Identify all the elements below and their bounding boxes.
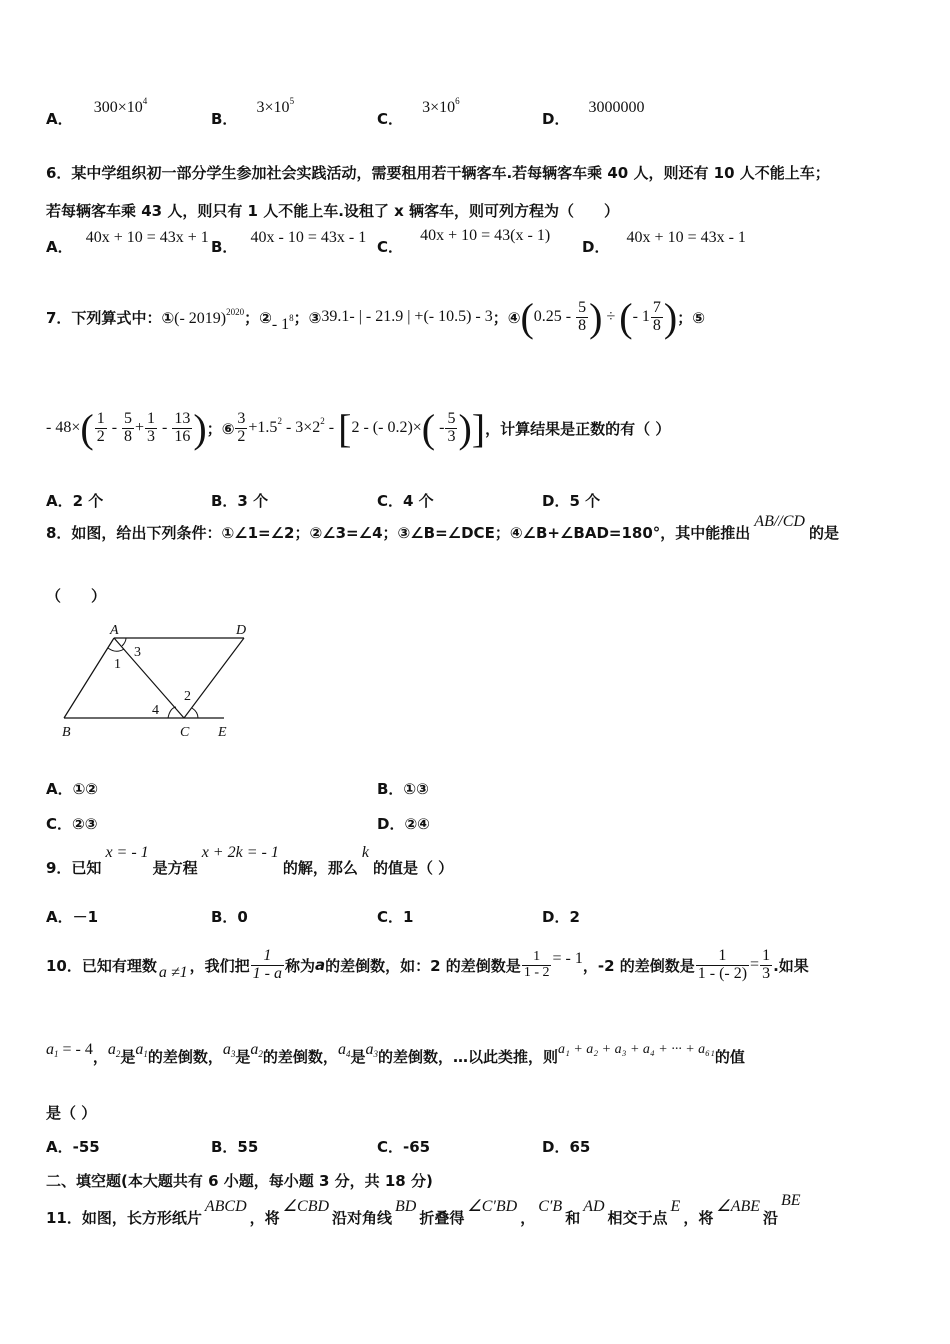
q10-option-c: C．-65 (377, 1138, 431, 1156)
q8-option-b: B．①③ (377, 780, 429, 798)
option-expr: 3000000 (588, 99, 645, 116)
q5-option-a (46, 96, 148, 129)
q7-sep: ；③ (293, 308, 322, 327)
option-label: D． (542, 110, 570, 128)
label-3: 3 (134, 645, 141, 660)
angle-3-arc (122, 638, 126, 646)
q10-text: 的差倒数， (147, 1047, 223, 1066)
q8-paren: （ ） (46, 587, 107, 605)
q10-a3: $a_3$ (222, 1041, 236, 1059)
q6-stem-line1: 6．某中学组织初一部分学生参加社会实践活动，需要租用若干辆客车.若每辆客车乘 40 人，则还有 10 人不能上车； (46, 164, 830, 182)
q11-text: 折叠得 (419, 1209, 465, 1227)
q8-tail: 的是 (808, 524, 839, 542)
q10-expr: a ≠1 (158, 964, 188, 981)
q11-text: ， (520, 1209, 536, 1227)
section-heading: 二、填空题(本大题共有 6 小题，每小题 3 分，共 18 分) (46, 1172, 433, 1190)
q6-stem-line2: 若每辆客车乘 43 人，则只有 1 人不能上车.设租了 x 辆客车，则可列方程为（ ） (46, 202, 620, 220)
q5-option-b (211, 96, 295, 129)
q9-text: 9．已知 (46, 859, 102, 877)
q10-line1 (46, 940, 809, 990)
label-d: D (236, 623, 247, 638)
option-label: B． (211, 110, 238, 128)
q11-expr: C′B (538, 1198, 563, 1215)
option-expr: 40x + 10 = 43(x - 1) (420, 227, 551, 244)
label-4: 4 (152, 703, 159, 718)
q10-sum: a₁ + a₂ + a₃ + a₄ + ··· + a₆₁ (557, 1042, 715, 1057)
q11-expr: BD (395, 1198, 417, 1215)
label-e: E (218, 725, 227, 740)
q10-frac: $\frac{1}{1 - a}$ (252, 946, 282, 982)
q10-option-a: A．-55 (46, 1138, 100, 1156)
q10-text: 是 (235, 1047, 251, 1066)
option-expr: 40x - 10 = 43x - 1 (250, 229, 367, 246)
q9-stem (46, 842, 453, 878)
q10-a4: $a_4$ (337, 1041, 351, 1059)
q10-text: 是 (120, 1047, 136, 1066)
q8-expr: AB//CD (754, 513, 805, 530)
q7-expr2: - $1^8$ (271, 312, 294, 333)
q7-option-b: B．3 个 (211, 492, 269, 510)
q10-a2: $a_2$ (250, 1041, 263, 1059)
option-expr: $300\times 10^4$ (93, 96, 148, 116)
q10-line2 (46, 1036, 745, 1076)
option-label: C． (377, 110, 404, 128)
q7-option-c: C．4 个 (377, 492, 434, 510)
line-ab (64, 638, 114, 718)
q7-expr1: (- 2019)$^{2020}$ (174, 306, 245, 327)
q7-expr5: - 48×( $\frac{1}{2}$ - $\frac{5}{8}$ + $\frac{1}{3}$ - $\frac{13}{16}$ ) (46, 405, 207, 451)
q7-expr6: $\frac{3}{2}$ $+1.5^2 - 3\times 2^2 - [2$ - (- 0.2)×( - $\frac{5}{3}$ )] (237, 405, 486, 451)
option-expr: 40x + 10 = 43x - 1 (626, 229, 746, 246)
q10-frac: $\frac{1}{1 - (- 2)}$ (697, 946, 748, 982)
q7-sep: ；⑤ (677, 308, 705, 327)
angle-4-arc (168, 707, 176, 718)
q10-text: ，-2 的差倒数是 (582, 956, 695, 975)
q10-frac: $\frac{1}{3}$ (762, 946, 771, 982)
option-label: C． (377, 238, 404, 256)
q9-option-a: A．－1 (46, 908, 99, 926)
q10-text: 称为 (285, 956, 316, 975)
option-label: B． (211, 238, 238, 256)
q8-option-c: C．②③ (46, 815, 98, 833)
q11-expr: ∠ABE (716, 1198, 761, 1215)
q11-expr: AD (583, 1198, 605, 1215)
option-label: A． (46, 110, 73, 128)
q10-text: ，我们把 (189, 956, 250, 975)
q10-text: 10．已知有理数 (46, 956, 157, 975)
q6-option-b (211, 229, 367, 257)
q9-expr: x + 2k = - 1 (201, 844, 279, 861)
line-dc (184, 638, 244, 718)
q8-figure (52, 620, 272, 744)
q7-line2 (46, 402, 670, 454)
q10-eq: = (750, 956, 760, 973)
line-ac (114, 638, 184, 718)
q11-expr: E (670, 1198, 681, 1215)
q11-text: 沿对角线 (332, 1209, 393, 1227)
q11-expr: ABCD (204, 1198, 247, 1215)
q11-expr: ∠CBD (282, 1198, 330, 1215)
q9-text: 的值是（ ） (372, 859, 454, 877)
q7-option-a: A．2 个 (46, 492, 104, 510)
q7-line1 (46, 292, 705, 342)
q10-option-d: D．65 (542, 1138, 591, 1156)
option-label: A． (46, 238, 73, 256)
option-label: D． (582, 238, 610, 256)
q7-sep: ；② (244, 308, 272, 327)
q7-sep: ；⑥ (206, 419, 235, 438)
q11-expr: BE (781, 1192, 801, 1209)
q9-expr: k (361, 844, 369, 861)
q10-var: a (315, 956, 326, 974)
option-expr: 40x + 10 = 43x + 1 (85, 229, 209, 246)
q10-text: 的差倒数，如：2 的差倒数是 (325, 956, 521, 975)
q7-option-d: D．5 个 (542, 492, 601, 510)
q10-frac: $\frac{1}{1 - 2}$ (523, 948, 550, 980)
angle-2-arc (192, 708, 198, 718)
q7-expr4: (0.25 - $\frac{5}{8}$ ) ÷ (- 1 $\frac{7}{8}$ ) (520, 294, 678, 340)
q6-option-d (582, 229, 746, 257)
q10-a3: $a_3$ (365, 1041, 378, 1059)
q9-text: 是方程 (152, 859, 198, 877)
q10-text: .如果 (773, 956, 809, 975)
q11-text: 和 (565, 1209, 581, 1227)
q9-option-b: B．0 (211, 908, 248, 926)
q10-text: ， (92, 1047, 108, 1066)
q10-text: 的差倒数， (262, 1047, 338, 1066)
option-expr: $3\times 10^5$ (256, 96, 295, 116)
q11-text: 相交于点 (607, 1209, 668, 1227)
q7-intro: 7．下列算式中：① (46, 308, 175, 327)
q9-option-d: D．2 (542, 908, 580, 926)
label-b: B (62, 725, 71, 740)
angle-1-arc (108, 648, 124, 651)
q11-text: ，将 (249, 1209, 280, 1227)
q10-a2: $a_2$ (107, 1041, 121, 1059)
q10-a1: $a_1$ (135, 1041, 148, 1059)
q9-option-c: C．1 (377, 908, 414, 926)
q10-line3: 是（ ） (46, 1104, 97, 1122)
q8-stem (46, 513, 839, 543)
q7-tail: ，计算结果是正数的有（ ） (485, 419, 671, 438)
q11-text: 沿 (763, 1209, 779, 1227)
q6-option-a (46, 229, 209, 257)
q10-option-b: B．55 (211, 1138, 259, 1156)
q5-option-d (542, 99, 645, 129)
label-c: C (180, 725, 190, 740)
q11-text: ，将 (683, 1209, 714, 1227)
q10-a1: $a_1$ = - 4 (46, 1041, 93, 1059)
q10-text: 是 (350, 1047, 366, 1066)
q8-option-d: D．②④ (377, 815, 430, 833)
q11-text: 11．如图，长方形纸片 (46, 1209, 202, 1227)
q8-option-a: A．①② (46, 780, 99, 798)
q8-text: 8．如图，给出下列条件：①∠1=∠2；②∠3=∠4；③∠B=∠DCE；④∠B+∠BAD=180°，其中能推出 (46, 524, 751, 542)
q10-text: 的值 (714, 1047, 745, 1066)
q11-expr: ∠C′BD (467, 1198, 518, 1215)
q7-expr3: 39.1- | - 21.9 | +(- 10.5) - 3 (321, 308, 493, 325)
q11-stem (46, 1192, 804, 1228)
q10-text: 的差倒数，…以此类推，则 (377, 1047, 558, 1066)
option-expr: $3\times 10^6$ (422, 96, 460, 116)
q6-option-c (377, 227, 551, 257)
q9-expr: x = - 1 (105, 844, 149, 861)
q10-expr: = - 1 (552, 950, 583, 967)
label-2: 2 (184, 689, 191, 704)
q5-option-c (377, 96, 460, 129)
label-1: 1 (114, 657, 121, 672)
q9-text: 的解，那么 (282, 859, 358, 877)
label-a: A (110, 623, 119, 638)
q7-sep: ；④ (492, 308, 521, 327)
